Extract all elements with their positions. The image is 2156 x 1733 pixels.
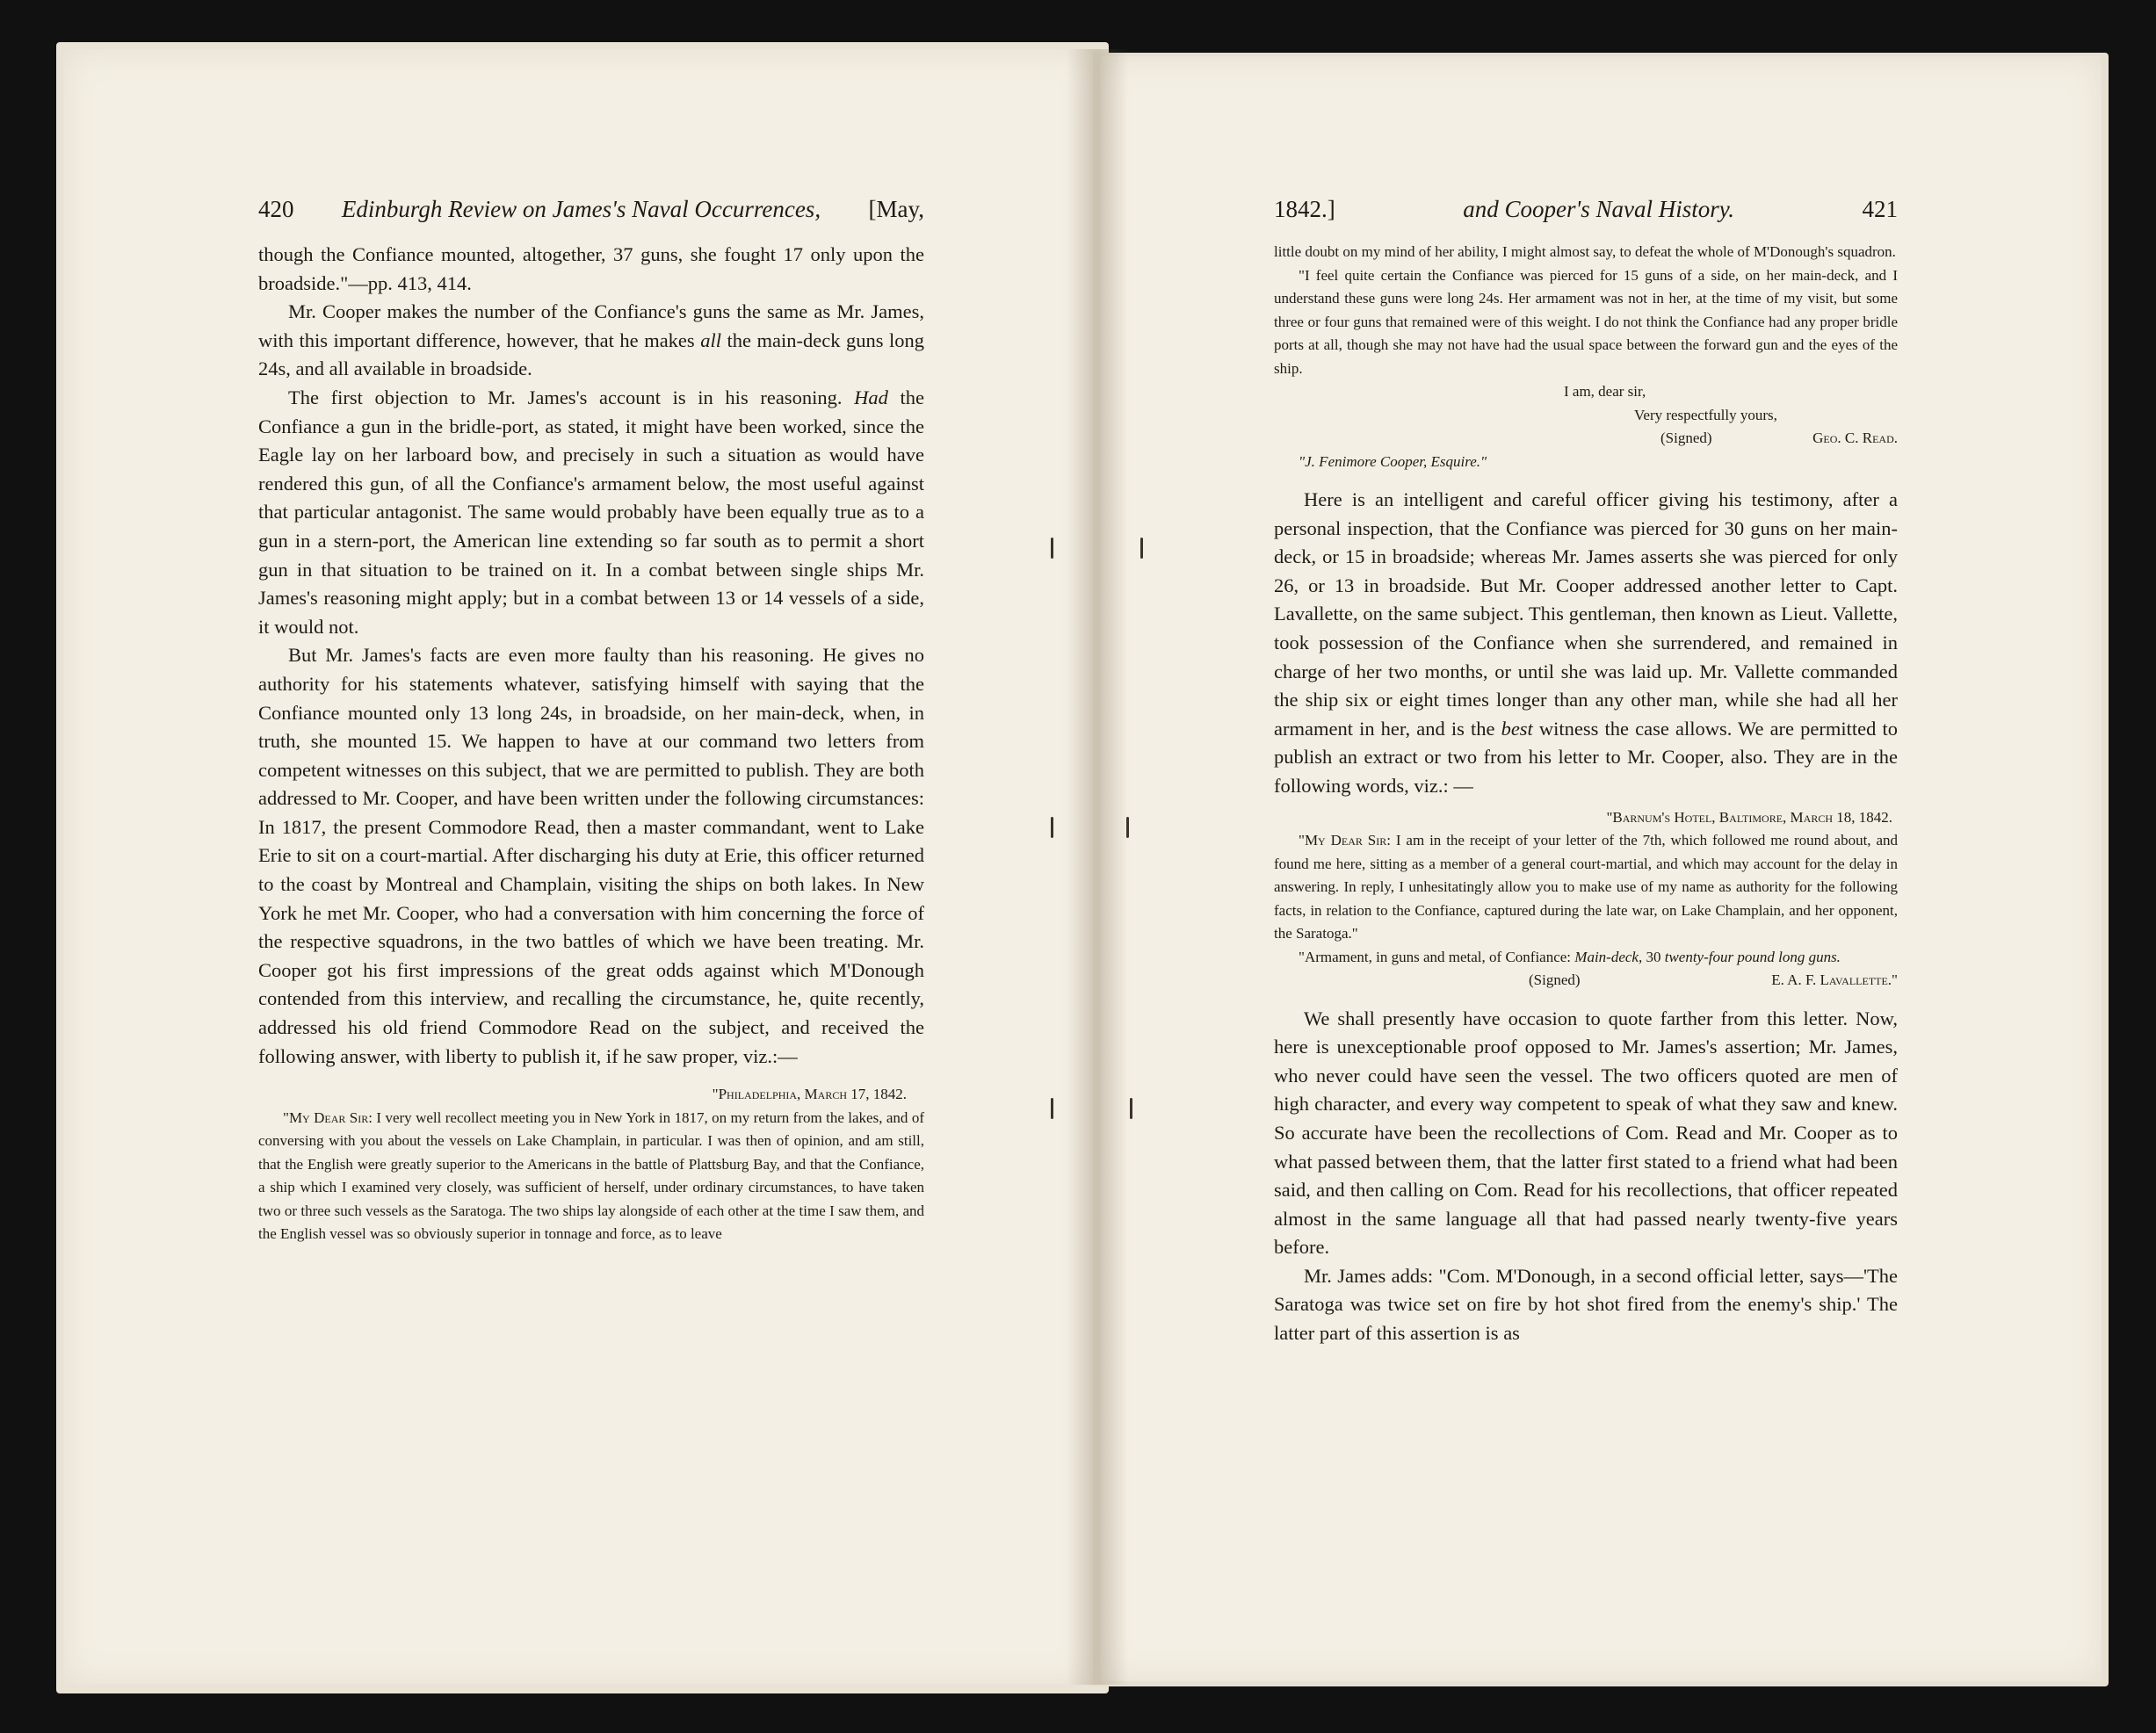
letter-addressee: "J. Fenimore Cooper, Esquire." xyxy=(1299,452,1487,470)
paragraph: The first objection to Mr. James's account is in his reasoning. Had the Confiance a gun in the bridle-port, as stated, it might have been worked, since the Eagle lay on her larboard bow, and precisely in such a situation as would have rendered this gun, of all the Confiance's armament below, the most useful against that particular antagonist. The same would probably have been equally true as to a gun in a stern-port, the American line extending so far south as to permit a short gun in that situation to be trained on it. In a combat between single ships Mr. James's reasoning might apply; but in a combat between 13 or 14 vessels of a side, it would not. xyxy=(258,386,924,638)
left-running-head xyxy=(258,196,924,223)
letter-body: "My Dear Sir: I very well recollect meeting you in New York in 1817, on my return from the lakes, and of conversing with you about the vessels on Lake Champlain, in particular. I was then of opinion, and am still, that the English were greatly superior to the Americans in the battle of Plattsburg Bay, and that the Confiance, a ship which I examined very closely, was sufficient of herself, under ordinary circumstances, to have taken two or three such vessels as the Saratoga. The two ships lay alongside of each other at the time I saw them, and the English vessel was so obviously superior in tonnage and force, as to leave xyxy=(258,1108,924,1243)
binding-stitch xyxy=(1051,817,1053,838)
letter-closing: I am, dear sir, xyxy=(1564,383,1646,400)
letter-body: "My Dear Sir: I am in the receipt of your letter of the 7th, which followed me round about, and found me here, sitting as a member of a general court-martial, and which may account for the delay in answering. In reply, I unhesitatingly allow you to make use of my name as authority for the following facts, in relation to the Confiance, captured during the late war, on Lake Champlain, and her opponent, the Saratoga." xyxy=(1274,832,1898,942)
letter-dateline: "Philadelphia, March 17, 1842. xyxy=(712,1086,907,1103)
binding-stitch xyxy=(1130,1098,1132,1119)
right-page-text xyxy=(1274,196,1898,1348)
paragraph: Mr. James adds: "Com. M'Donough, in a second official letter, says—'The Saratoga was twice set on fire by hot shot fired from the enemy's ship.' The latter part of this assertion is as xyxy=(1274,1264,1898,1345)
binding-stitch xyxy=(1126,817,1129,838)
left-page-text xyxy=(258,196,924,1246)
binding-stitch xyxy=(1140,538,1143,559)
paragraph: We shall presently have occasion to quote farther from this letter. Now, here is unexceptionable proof opposed to Mr. James's assertion; Mr. James, who never could have seen the vessel. The two officers quoted are men of high character, and every way competent to speak of what they saw and knew. So accurate have been the recollections of Com. Read and Mr. Cooper as to what passed between them, that the latter first stated to a friend what had been said, and then calling on Com. Read for his recollections, that officer repeated almost in the same language all that had passed nearly twenty-five years before. xyxy=(1274,1007,1898,1259)
running-title: Edinburgh Review on James's Naval Occurrences, xyxy=(341,196,821,222)
running-title: and Cooper's Naval History. xyxy=(1463,196,1735,222)
paragraph: Here is an intelligent and careful officer giving his testimony, after a personal inspection, that the Confiance was pierced for 30 guns on her main-deck, or 15 in broadside; whereas Mr. James asserts she was pierced for only 26, or 13 in broadside. But Mr. Cooper addressed another letter to Capt. Lavallette, on the same subject. This gentleman, then known as Lieut. Vallette, took possession of the Confiance when she surrendered, and remained in charge of her two months, or until she was laid up. Mr. Vallette commanded the ship six or eight times longer than any other man, while she had all her armament in her, and is the best witness the case allows. We are permitted to publish an extract or two from his letter to Mr. Cooper, also. They are in the following words, viz.: — xyxy=(1274,488,1898,797)
binding-stitch xyxy=(1051,538,1053,559)
binding-stitch xyxy=(1051,1098,1053,1119)
letter-body: "I feel quite certain the Confiance was pierced for 15 guns of a side, on her main-deck, and I understand these guns were long 24s. Her armament was not in her, at the time of my visit, but some three or four guns that remained were of this weight. I do not think the Confiance had any proper bridle ports at all, though she may not have had the usual space between the forward gun and the eyes of the ship. xyxy=(1274,266,1898,377)
letter-body: little doubt on my mind of her ability, I might almost say, to defeat the whole of M'Donough's squadron. xyxy=(1274,243,1896,260)
letter-dateline: "Barnum's Hotel, Baltimore, March 18, 1842. xyxy=(1606,808,1892,826)
book-gutter xyxy=(1067,49,1128,1685)
page-number: 421 xyxy=(1862,196,1898,222)
paragraph: though the Confiance mounted, altogether, 37 guns, she fought 17 only upon the broadside."—pp. 413, 414. xyxy=(258,243,924,294)
right-running-head xyxy=(1274,196,1898,223)
page-number: 420 xyxy=(258,196,294,222)
date-mark: [May, xyxy=(868,196,924,222)
date-mark: 1842.] xyxy=(1274,196,1335,222)
armament-line: "Armament, in guns and metal, of Confiance: Main-deck, 30 twenty-four pound long guns. xyxy=(1299,948,1841,965)
letter-closing: Very respectfully yours, xyxy=(1634,406,1777,423)
paragraph: But Mr. James's facts are even more faulty than his reasoning. He gives no authority for his statements whatever, satisfying himself with saying that the Confiance mounted only 13 long 24s, in broadside, on her main-deck, when, in truth, she mounted 15. We happen to have at our command two letters from competent witnesses on this subject, that we are permitted to publish. They are both addressed to Mr. Cooper, and have been written under the following circumstances: In 1817, the present Commodore Read, then a master commandant, went to Lake Erie to sit on a court-martial. After discharging his duty at Erie, this officer returned to the coast by Montreal and Champlain, visiting the ships on both lakes. In New York he met Mr. Cooper, who had a conversation with him concerning the force of the respective squadrons, in the two battles of which we have been treating. Mr. Cooper got his first impressions of the great odds against which M'Donough contended from this interview, and recalling the circumstance, he, quite recently, addressed his old friend Commodore Read on the subject, and received the following answer, with liberty to publish it, if he saw proper, viz.:— xyxy=(258,644,924,1067)
paragraph: Mr. Cooper makes the number of the Confiance's guns the same as Mr. James, with this important difference, however, that he makes all the main-deck guns long 24s, and all available in broadside. xyxy=(258,300,924,380)
signature-line: (Signed) Geo. C. Read. xyxy=(1660,430,1898,446)
signature-line: (Signed) E. A. F. Lavallette." xyxy=(1529,971,1898,989)
